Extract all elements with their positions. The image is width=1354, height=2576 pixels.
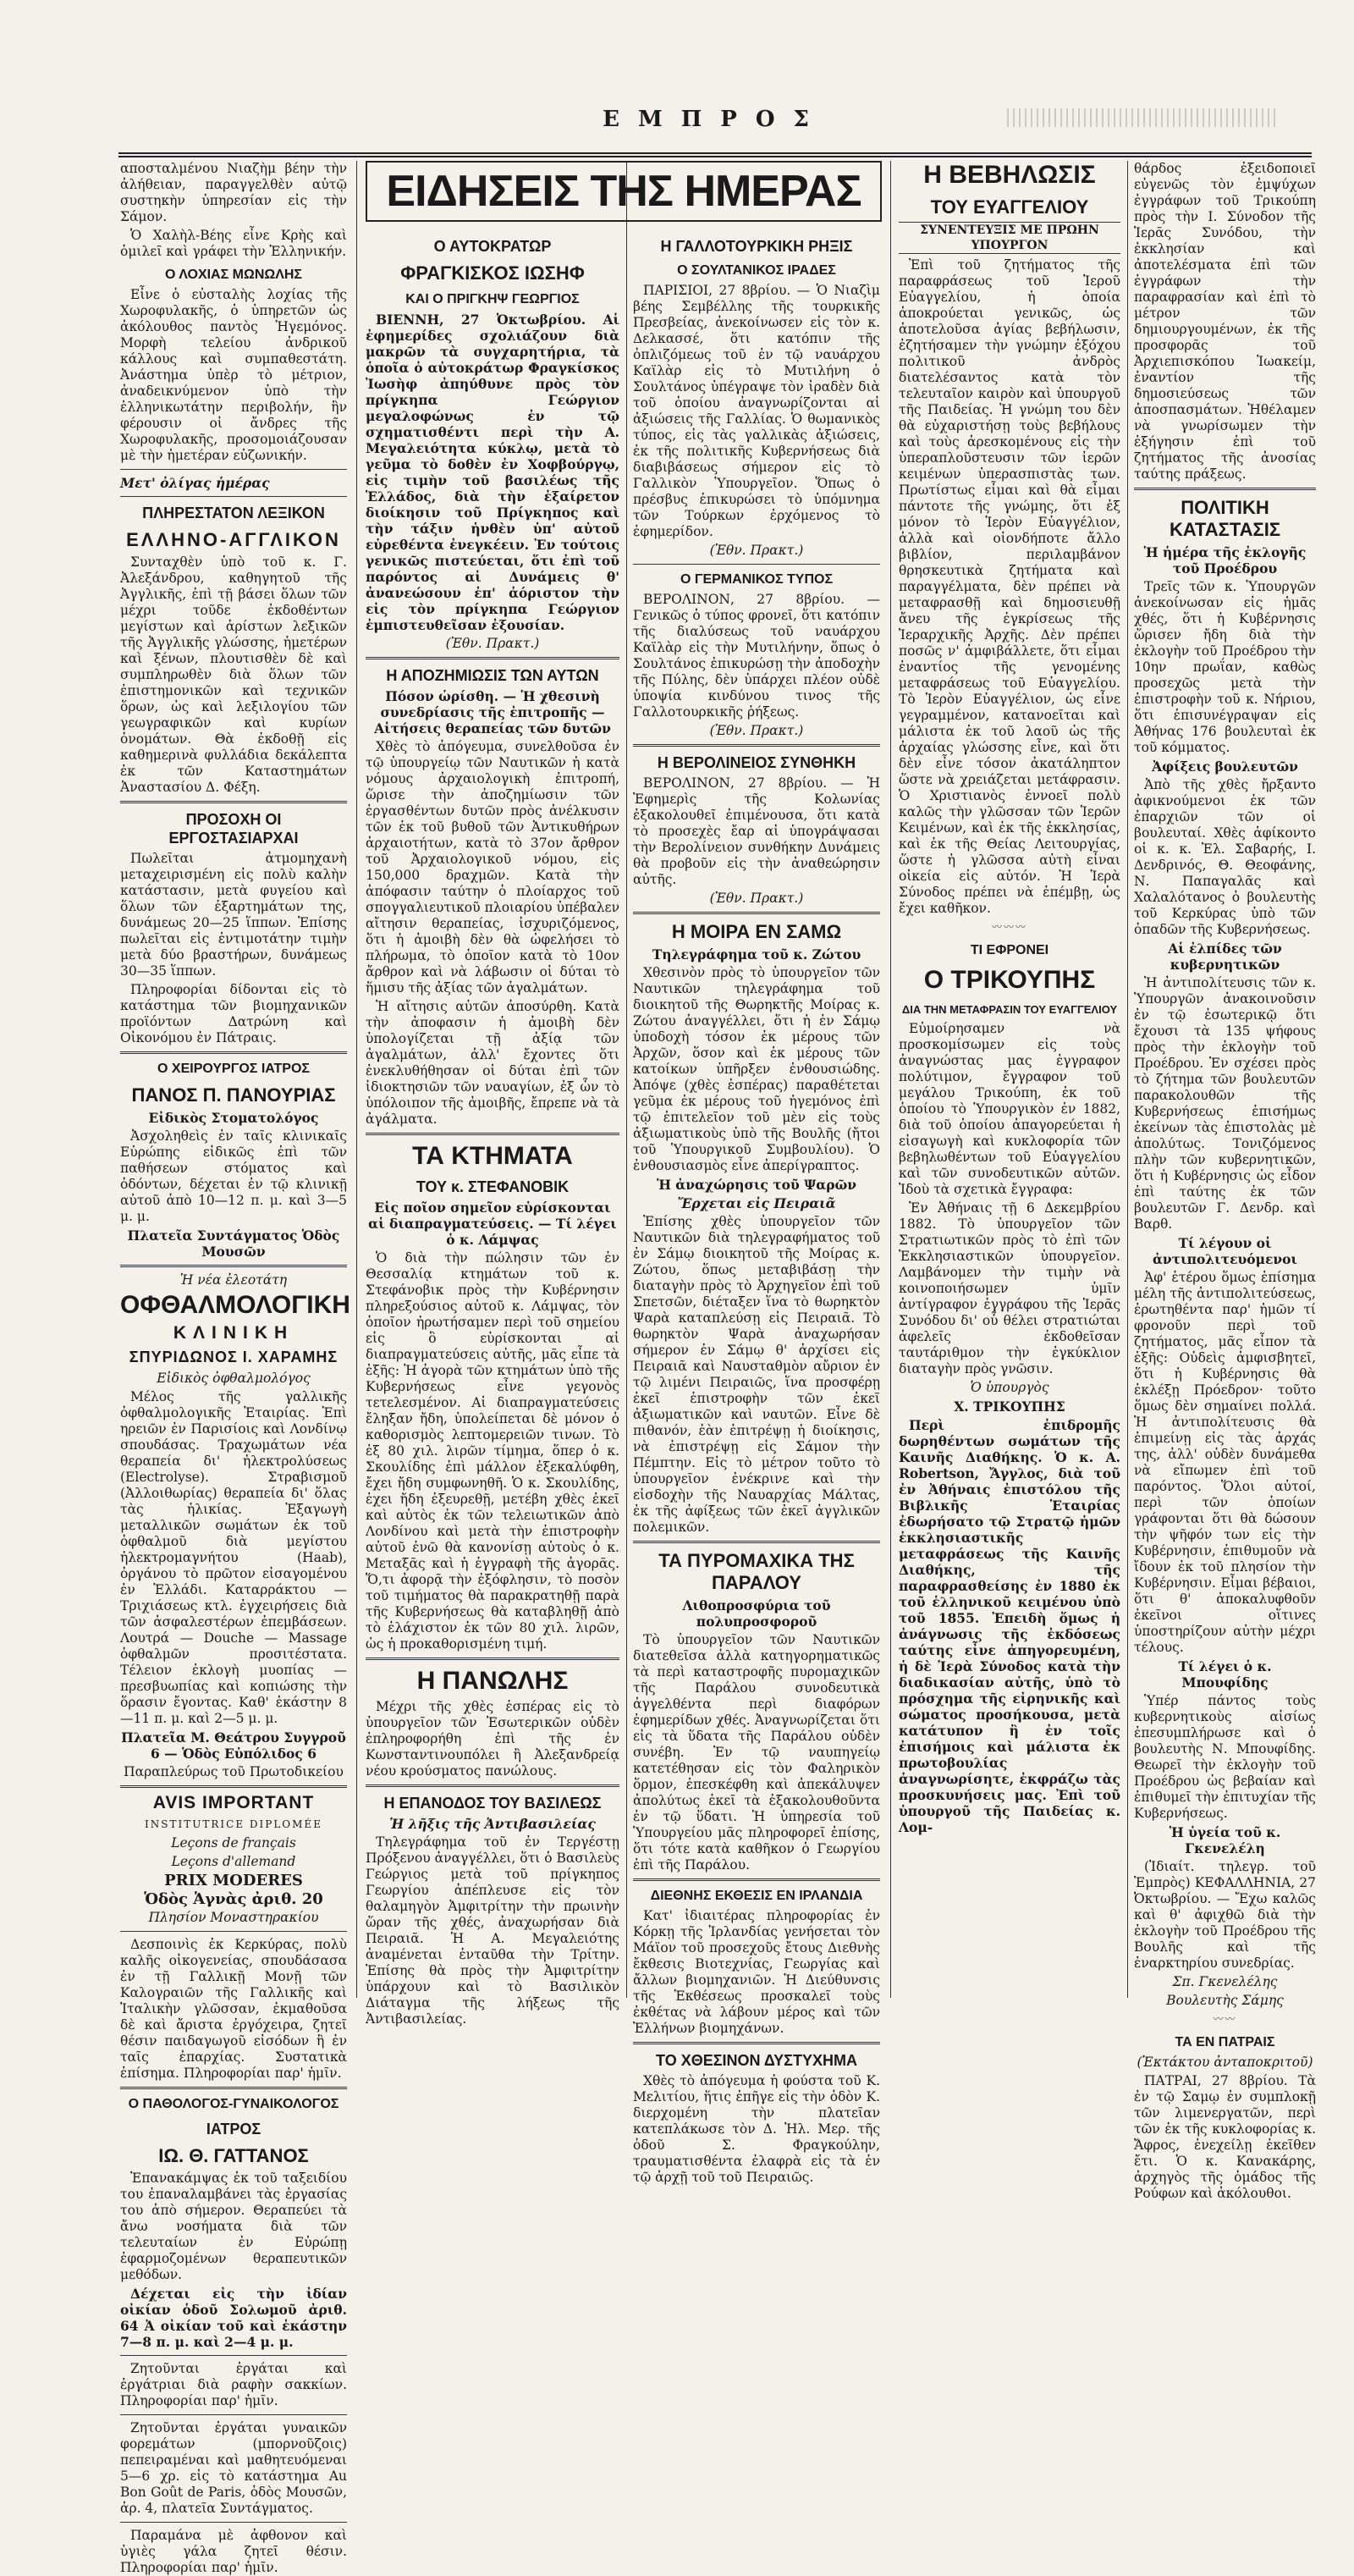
article-text: Ἡ αἴτησις αὐτῶν ἀποσύρθη. Κατὰ τὴν ἀποφασιν ἡ ἀμοιβὴ δὲν ὑπολογίζεται τῇ ἀξίᾳ τῶν ἀγαλμάτων, ἀλλ' ἔχοντες ὅτι ἐνεκλυθήθησαν οἱ δύται ἐπὶ τῶν ἰδιοκτησιῶν τῶν ναυαγίων, ἐξ ὧν τὸ ὑπόλοιπον τῆς ἀμοιβῆς, ἔπρεπε νὰ τὰ ἀγάλματα. <box>366 999 619 1127</box>
signature-name: Χ. ΤΡΙΚΟΥΠΗΣ <box>954 1398 1065 1415</box>
ad-address-note: Παραπλεύρως τοῦ Πρωτοδικείου <box>124 1764 344 1779</box>
subheadline: Πόσον ὡρίσθη. — Ἡ χθεσινὴ συνεδρίασις τῆς ἐπιτροπῆς — Αἰτήσεις θεραπείας τῶν δυτῶν <box>374 688 611 736</box>
divider <box>120 1265 347 1267</box>
divider <box>120 496 347 497</box>
ad-text: Συνταχθὲν ὑπὸ τοῦ κ. Γ. Ἀλεξάνδρου, καθηγητοῦ τῆς Ἀγγλικῆς, ἐπὶ τῇ βάσει ὅλων τῶν μέχρι τοῦδε ἐκδοθέντων μεγίστων καὶ ἀρίστων λεξικῶν τῆς Ἀγγλικῆς γλώσσης, ἡμετέρων καὶ ξένων, πλουτισθὲν δὲ καὶ συμπληρωθὲν διὰ ὅλων τῶν ἐπιστημονικῶν καὶ τεχνικῶν ὅρων, ὡς καὶ λεξιλογίου τῶν γεωγραφικῶν καὶ κυρίων ὀνομάτων. Θὰ ἐκδοθῇ εἰς καθημερινὰ φυλλάδια δεκάλεπτα ἐκ τῶν Καταστημάτων Ἀναστασίου Δ. Φέξη. <box>120 554 347 795</box>
article-text: ΠΑΤΡΑΙ, 27 8βρίου. Τὰ ἐν τῷ Σαμῳ ἐν συμπλοκῇ τῶν λιμενεργατῶν, περὶ τῶν ἐκ τῆς κυκλοφορίας κ. Ἄφρος, ἐνεχείλῃ ἐκεῖθεν ἔτι. Ὁ κ. Κανακάρης, ἀρχηγὸς τῆς ὁμάδος τῆς Ρούφων καὶ ἀκόλουθοι. <box>1134 2073 1316 2201</box>
headline: Η ΕΠΑΝΟΔΟΣ ΤΟΥ ΒΑΣΙΛΕΩΣ <box>383 1795 602 1812</box>
signature-name: Σπ. Γκενελέλης <box>1172 1974 1278 1989</box>
article-text: Ὑπέρ πάντος τοὺς κυβερνητικοὺς αἰσίως ἐπεσυμπλήρωσε καὶ ὁ βουλευτὴς Ν. Μπουφίδης. Θεωρεῖ τὴν ἐκλογὴν τοῦ Προέδρου ὡς βεβαίαν καὶ ἐπιθυμεῖ τὴν ἐπιτυχίαν τῆς Κυβερνήσεως. <box>1134 1693 1316 1821</box>
ad-address: Ὁδὸς Ἁγνὰς ἀριθ. 20 <box>144 1890 323 1908</box>
ad-hours: Δέχεται εἰς τὴν ἰδίαν οἰκίαν ὁδοῦ Σολωμοῦ ἀριθ. 64 Ἀ οἰκίαν τοῦ καὶ ἑκάστην 7—8 π. μ. καὶ 2—4 μ. μ. <box>120 2286 347 2350</box>
ad-role: ΙΑΤΡΟΣ <box>206 2121 261 2137</box>
divider <box>120 2355 347 2356</box>
masthead-title: ΕΜΠΡΟΣ <box>603 107 828 132</box>
divider <box>366 1658 619 1660</box>
ad-address: Πλατεῖα Μ. Θεάτρου Συγγροῦ 6 — Ὁδὸς Εὐπόλιδος 6 <box>121 1729 346 1762</box>
ad-subheadline: INSTITUTRICE DIPLOMÉE <box>145 1818 322 1830</box>
quoted-document: Περὶ ἐπιδρομῆς δωρηθέντων σωμάτων τῆς Καινῆς Διαθήκης. Ὁ κ. Α. Robertson, Ἄγγλος, διὰ τοῦ ἐν Ἀθήναις ἐπιστόλου τῆς Βιβλικῆς Ἑταιρίας ἐδωρήσατο τῷ Στρατῷ ἡμῶν ἐκκλησιαστικῆς μεταφράσεως τῆς Καινῆς Διαθήκης, τῆς παραφρασθείσης ἐν 1880 ἐκ τοῦ ἑλληνικοῦ κειμένου ὑπὸ τοῦ 1855. Ἐπειδὴ ὅμως ἡ ἀνάγνωσις τῆς ἐκδόσεως ταύτης εἶνε ἀπηγορευμένη, ἡ δὲ Ἱερὰ Σύνοδος κατὰ τὴν διαδικασίαν αὐτῆς, ὑπὸ τὸ πρόσχημα τῆς εἰρηνικῆς καὶ σώματος προσήκουσα, μετὰ κατάτυπον ἢ ἐν τοῖς ἐπισήμοις καὶ μάλιστα ἐκ πρωτοβουλίας ἀναγνωρίσητε, ἐκφράζω τὰς προσκυνήσεις μας. Ἐπὶ τοῦ ὑπουργοῦ τῆς Παιδείας κ. Λομ- <box>899 1417 1120 1835</box>
subheadline: ΚΑΙ Ο ΠΡΙΓΚΗΨ ΓΕΩΡΓΙΟΣ <box>405 292 580 306</box>
article-text: Χθεσινὸν πρὸς τὸ ὑπουργεῖον τῶν Ναυτικῶν τηλεγράφημα τοῦ διοικητοῦ τῆς Θωρηκτῆς Μοίρας κ. Ζώτου ἀναγγέλλει, ὅτι ἡ ἐν Σάμῳ ὑποδοχὴ τόσον ἐκ μέρους τῶν Ἀρχῶν, ὅσον καὶ ἐκ μέρους τῶν κατοίκων ὑπῆρξεν ἐνθουσιώδης. Ἀπόψε (χθὲς ἑσπέρας) παραθέτεται γεῦμα ἐκ μέρους τοῦ ἡγεμόνος ἐπὶ τῷ ἐπιτελεῖον τοῦ μὲν εἰς τοὺς ἀξιωματικοὺς ὑπὸ τῆς Βουλῆς (ἤτοι τοῦ Ὑπουργικοῦ Συμβουλίου). Ὁ ἐνθουσιασμὸς εἶνε ἀπερίγραπτος. <box>633 965 880 1173</box>
ad-specialty: Εἰδικὸς Στοματολόγος <box>148 1110 319 1126</box>
ad-text: Δεσποινὶς ἐκ Κερκύρας, πολὺ καλῆς οἰκογενείας, σπουδάσασα ἐν τῇ Γαλλικῇ Μονῇ τῶν Καλογραιῶν τῆς Γαλλικῆς καὶ Ἰταλικὴν γλῶσσαν, ἐκμαθοῦσα δὲ καὶ ἄριστα ἐργόχειρα, ζητεῖ θέσιν παιδαγωγοῦ εἰσόδων ἢ ἐν ταῖς ἐπαρχίας. Συστατικὰ ἐπίσημα. Πληροφορίαι παρ' ἡμῖν. <box>120 1937 347 2081</box>
divider <box>633 744 880 747</box>
signature-label: Βουλευτὴς Σάμης <box>1166 1993 1284 2008</box>
column-2 <box>366 230 619 2027</box>
article-text: Ἀφ' ἑτέρου ὅμως ἐπίσημα μέλη τῆς ἀντιπολιτεύσεως, ἐρωτηθέντα παρ' ἡμῶν τί φρονοῦν περὶ τοῦ ζητήματος, μᾶς εἶπον τὰ ἑξῆς: Οὐδεὶς ἀμφισβητεῖ, ὅτι ἡ Κυβέρνησις θὰ ἐκλέξῃ Πρόεδρον· τοῦτο ὅμως δὲν σημαίνει πολλά. Ἡ ἀντιπολίτευσις θὰ ἐπιμείνῃ εἰς τὰς ἀρχάς της, ἀλλ' οὐδὲν δυνάμεθα νὰ εἴπωμεν ἐπὶ τοῦ παρόντος. Ὅλοι αὐτοί, περὶ τῶν ὁποίων γράφονται ὅτι θὰ δώσουν τὴν ψῆφόν των εἰς τὴν Κυβέρνησιν, ἐπιθυμοῦν νὰ ἴδουν ἐκ τοῦ πλησίον τὴν Κυβέρνησιν. Εἶμαι βέβαιοι, ὅτι θ' ἀποκαλυφθοῦν ἐκεῖνοι οἵτινες ὑποστηρίζουν αὐτὴν μέχρι τέλους. <box>1134 1270 1316 1655</box>
ad-headline: Ο ΠΑΘΟΛΟΓΟΣ-ΓΥΝΑΙΚΟΛΟΓΟΣ <box>128 2097 339 2111</box>
divider <box>633 1878 880 1881</box>
column-rule <box>1127 161 1128 1998</box>
article-text: Χθὲς τὸ ἀπόγευμα ἡ φούστα τοῦ Κ. Μελιτίου, ἥτις ἐπῆγε εἰς τὴν ὁδὸν Κ. διερχομένη τὴν πλατεῖαν κατεπλάκωσε τὸν Δ. Ἠλ. Μερ. τῆς ὁδοῦ Σ. Φραγκούλην, τραυματισθέντα ἐλαφρὰ εἰς τὰ ἐν τῷ ἀρχῇ τοῦ τοῦ Πειραιῶς. <box>633 2073 880 2185</box>
subheadline: Ἔρχεται εἰς Πειραιᾶ <box>677 1195 836 1211</box>
notice-label: Μετ' ὀλίγας ἡμέρας <box>120 475 270 491</box>
subheadline: Ἡ ὑγεία τοῦ κ. Γκενελέλη <box>1169 1824 1281 1856</box>
headline: Η ΒΕΡΟΛΙΝΕΙΟΣ ΣΥΝΘΗΚΗ <box>657 754 856 771</box>
article-text: Ἐπὶ τοῦ ζητήματος τῆς παραφράσεως τοῦ Ἱεροῦ Εὐαγγελίου, ἡ ὁποία ἀποκρούεται γενικῶς, ὡς ἀποτελοῦσα ἁγίας βεβήλωσιν, ἐζητήσαμεν τὴν γνώμην ἐξόχου πολιτικοῦ ἀνδρὸς διατελέσαντος κατὰ τὸν τελευταῖον καιρὸν καὶ ὑπουργοῦ τῆς Παιδείας. Ἡ γνώμη του δὲν θὰ εὐχαριστήσῃ τοὺς βεβήλους καὶ τοὺς ἀρεσκομένους εἰς τὴν ὑπεραπλοῦστευσιν τῶν ἱερῶν κειμένων ὑπερασπιστὰς των. Πρωτίστως εἶμαι καὶ θὰ εἶμαι πάντοτε τῆς γνώμης, ὅτι ἐξ μόνον τὸ Ἱερὸν Εὐαγγέλιον, ἀλλὰ καὶ οἱονδήποτε ἄλλο βιβλίον, περιλαμβάνον θρησκευτικὰ ζητήματα καὶ παραγγέλματα, δὲν πρέπει νὰ μεταφρασθῇ καὶ δημοσιευθῇ ἄνευ τῆς ἐγκρίσεως τῆς Ἱεραρχικῆς Ἀρχῆς. Δὲν πρέπει ποσῶς ν' ἀμφιβάλλετε, ὅτι εἶμαι ἐναντίος τῆς γενομένης μεταφράσεως τοῦ Εὐαγγελίου. Τὸ Ἱερὸν Εὐαγγέλιον, ὡς εἶνε γεγραμμένον, κατανοεῖται καὶ μάλιστα ἐκ τοῦ λαοῦ ὡς τῆς ἀρχαίας γλώσσης εἶνε, καὶ ὅτι δὲν εἶνε τόσον ἀκατάληπτον ὥστε νὰ χρειάζεται μετάφρασιν. Ὁ Χριστιανὸς ἐννοεῖ πολὺ καλῶς τὴν γλῶσσαν τῶν Ἱερῶν Κειμένων, καὶ ἐκ τῆς ἐκκλησίας, καὶ ἐκ τῆς Θείας Λειτουργίας, ὥστε ἡ γλῶσσα αὐτὴ εἶναι οἰκεία εἰς αὐτόν. Ἡ Ἱερὰ Σύνοδος πρέπει νὰ ἐπέμβῃ, ὡς ἔχει καθῆκον. <box>899 257 1120 916</box>
ad-name: ΠΑΝΟΣ Π. ΠΑΝΟΥΡΙΑΣ <box>131 1084 336 1106</box>
column-3 <box>633 230 880 2185</box>
article-text: ΠΑΡΙΣΙΟΙ, 27 8βρίου. — Ὁ Νιαζὶμ βέης Σεμβέλλης τῆς τουρκικῆς Πρεσβείας, ἀνεκοίνωσεν εἰς τὸν κ. Δελκασσέ, ὅτι κατόπιν τῆς ὀπλιζόμεως τοῦ ἐν τῷ ναυάρχου Καϊλὰρ εἰς τὸ Μυτιλήνη ὁ Σουλτάνος ὑπέγραψε τὸν ἰραδὲν διὰ τοῦ ὁποίου ἀναγνωρίζονται αἱ ἀξιώσεις τῆς Γαλλίας. Ὁ θωμανικὸς τύπος, εἰς τὰς γαλλικὰς ἀξιώσεις, ἐκ τῆς πολιτικῆς Κυβερνήσεως διὰ διαβιβάσεως σήμερον εἰς τὸ Γαλλικὸν Ὑπουργεῖον. Ὅπως ὁ πρέσβυς ἐπικυρώσει τὸ ὑπόμνημα τῶν Τούρκων ἐρχόμενος τὸ ἐφημερίδον. <box>633 283 880 539</box>
divider <box>366 1784 619 1787</box>
ad-kicker: Ἡ νέα ἐλεοτάτη <box>179 1272 288 1288</box>
divider <box>120 801 347 803</box>
article-text: Κατ' ἰδιαιτέρας πληροφορίας ἐν Κόρκῃ τῆς Ἰρλανδίας γενήσεται τὸν Μάϊον τοῦ προσεχοῦς ἔτους Διεθνὴς ἔκθεσις Βιοτεχνίας, Γεωργίας καὶ ἄλλων βιομηχανιῶν. Ἡ Διεύθυνσις τῆς Ἐκθέσεως προσκαλεῖ τοὺς ἐκθέτας νὰ λάβουν μέρος καὶ τῶν Ἑλλήνων βιομηχάνων. <box>633 1908 880 2036</box>
ad-specialty: Εἰδικὸς ὀφθαλμολόγος <box>157 1371 311 1386</box>
divider <box>633 1541 880 1543</box>
section-ribbon: ΣΥΝΕΝΤΕΥΞΙΣ ΜΕ ΠΡΩΗΝ ΥΠΟΥΡΓΟΝ <box>899 222 1120 254</box>
headline: ΤΑ ΠΥΡΟΜΑΧΙΚΑ ΤΗΣ ΠΑΡΑΛΟΥ <box>658 1550 855 1593</box>
headline: Ο ΛΟΧΙΑΣ ΜΩΝΩΛΗΣ <box>164 268 303 282</box>
ad-headline: Ο ΧΕΙΡΟΥΡΓΟΣ ΙΑΤΡΟΣ <box>157 1062 310 1076</box>
subheadline: Ἡ λῆξις τῆς Ἀντιβασιλείας <box>389 1816 596 1832</box>
headline: Η ΒΕΒΗΛΩΣΙΣ <box>923 161 1096 189</box>
headline: ΔΙΕΘΝΗΣ ΕΚΘΕΣΙΣ ΕΝ ΙΡΛΑΝΔΙΑ <box>650 1889 863 1903</box>
classified-ad: Παραμάνα μὲ ἀφθονον καὶ ὑγιὲς γάλα ζητεῖ θέσιν. Πληροφορίαι παρ' ἡμῖν. <box>120 2528 347 2575</box>
divider <box>120 2522 347 2523</box>
ad-text: Μέλος τῆς γαλλικῆς ὀφθαλμολογικῆς Ἑταιρίας. Ἐπὶ ηρειῶν ἐν Παρισίοις καὶ Λονδίνῳ σπουδάσας. Τραχωμάτων νέα θεραπεία δι' ἠλεκτρολύσεως (Electrolyse). Στραβισμοῦ (Ἀλλοιθωρίας) θεραπεία δι' ὅλας τὰς ἡλικίας. Ἐξαγωγὴ μεταλλικῶν σωμάτων ἐκ τοῦ ὀφθαλμοῦ διὰ μεγίστου ἠλεκτρομαγνήτου (Haab), ὀργάνου τὸ πρῶτον εἰσαγομένου ἐν Ἑλλάδι. Καταρράκτου — Τριχιάσεως κτλ. ἐγχειρήσεις διὰ τῶν ἀσφαλεστέρων ἐπεμβάσεων. Λουτρά — Douche — Massage ὀφθαλμῶν προσιτέστατα. Τέλειον ἐκλογὴ μυοπίας — πρεσβυωπίας καὶ κοπιώσης τὴν ὅρασιν ἔγοντας. Καθ' ἑκάστην 8—11 π. μ. καὶ 2—5 μ. μ. <box>120 1389 347 1726</box>
headline: ΤΑ ΚΤΗΜΑΤΑ <box>412 1142 573 1170</box>
article-text: Ὁ διὰ τὴν πώλησιν τῶν ἐν Θεσσαλίᾳ κτημάτων τοῦ κ. Στεφάνοβικ πρὸς τὴν Κυβέρνησιν πληρεξούσιος αὐτοῦ κ. Λάμψας, τὸν ὁποῖον ἠρωτήσαμεν περὶ τοῦ σημείου εἰς ὃ εὑρίσκονται αἱ διαπραγματεύσεις αὐτῆς, μᾶς εἶπε τὰ ἑξῆς: Ἡ ἀγορὰ τῶν κτημάτων ὑπὸ τῆς Κυβερνήσεως εἶνε γεγονὸς τετελεσμένον. Αἱ διαπραγματεύσεις ἔληξαν ἤδη, ὑπολείπεται δὲ μόνον ὁ καθορισμὸς λεπτομερειῶν τινων. Τὸ ἐξ 80 χιλ. λιρῶν τίμημα, ὅπερ ὁ κ. Σκουλίδης ἐπὶ μάλλον ἐξεκαλύφθη, ἔχει ἤδη συμφωνηθῆ. Ὁ κ. Σκουλίδης, ἐχει ἤδη ἐξευρεθῇ, μετέβη χθὲς ἐκεῖ καὶ αὐτὸς ἐκ τῶν τελειωτικῶν ἀπὸ Λονδίνου καὶ μετὰ τὴν ἐπιστροφὴν αὐτοῦ ἐνῶ θὰ κανονίσῃ αὐτοὺς ὁ κ. Μεταξᾶς καὶ ἡ ἐγγραφὴ τῆς ἀγορᾶς. Ὅ,τι ἀφορᾷ τὴν ἐξόφλησιν, τὸ ποσὸν τοῦ τιμήματος θὰ παρακρατηθῇ παρὰ τῆς Κυβερνήσεως θὰ καταβληθῇ ἀπὸ τὸ ἐλάχιστον ἐκ τῶν 80 χιλ. λιρῶν, ὡς ἡ προκαθορισμένη τιμή. <box>366 1250 619 1652</box>
ad-name: ΙΩ. Θ. ΓΑΤΤΑΝΟΣ <box>158 2145 309 2166</box>
column-1 <box>120 161 350 2575</box>
headline: ΤΑ ΕΝ ΠΑΤΡΑΙΣ <box>1175 2035 1275 2049</box>
headline: Ο ΤΡΙΚΟΥΠΗΣ <box>923 966 1096 994</box>
article-text: θάρδος ἐξειδοποιεῖ εὐγενῶς τὸν ἐμψύχων ἐγγράφων τοῦ Τρικούπη πρὸς τὴν Ι. Σύνοδον τῆς Ἱερᾶς Συνόδου, τὴν ἐκκλησίαν καὶ ἀποτελέσματα ἐπὶ τῶν ἐγγράφων τὴν παραφρασίαν καὶ ἐπὶ τὸ μέτρον τῶν δημιουργουμένων, ἐκ τῆς προσφορᾶς τοῦ Ἀρχιεπισκόπου Ἰωακείμ, ἐναντίον τῆς δημοσιεύσεως τῶν ἀποσπασμάτων. Ἠθέλαμεν νὰ γνωρίσωμεν τὴν ἐξήγησιν ἐπὶ τοῦ ζητήματος τῆς ἀνοσίας ταύτης πράξεως. <box>1134 161 1316 482</box>
divider <box>633 564 880 565</box>
classified-ad: Ζητοῦνται ἐργάται γυναικῶν φορεμάτων (μπορνοῦζοις) πεπειραμέναι καὶ μαθητευόμεναι 5—6 χρ. εἰς τὸ κατάστημα Au Bon Goût de Paris, ὁδὸς Μουσῶν, ἀρ. 4, πλατεῖα Συντάγματος. <box>120 2420 347 2516</box>
subheadline: Λιθοπροσφύρια τοῦ πολυπροσφοροῦ <box>682 1597 831 1630</box>
column-rule <box>356 161 357 1998</box>
article-text: ΒΕΡΟΛΙΝΟΝ, 27 8βρίου. — Ἡ Ἐφημερὶς τῆς Κολωνίας ἐξακολουθεῖ ἐπιμένουσα, ὅτι κατὰ τὸ προσεχὲς ἔαρ αἱ ὑπογράψασαι τὴν Βερολίνειον συνθήκην Δυνάμεις θὰ προβοῦν εἰς τὴν ἀναθεώρησιν αὐτῆς. <box>633 775 880 887</box>
headline: Ο ΓΕΡΜΑΝΙΚΟΣ ΤΥΠΟΣ <box>680 572 834 587</box>
ad-subheadline: ΚΛΙΝΙΚΗ <box>173 1323 294 1343</box>
divider <box>633 912 880 914</box>
article-text: ΒΙΕΝΝΗ, 27 Ὀκτωβρίου. Αἱ ἐφημερίδες σχολιάζουν διὰ μακρῶν τὰ συγχαρητήρια, τὰ ὁποῖα ὁ αὐτοκράτωρ Φραγκίσκος Ἰωσὴφ ἀπηύθυνε πρὸς τὸν πρίγκηπα Γεώργιον μεγαλοφώνως ἐν τῷ σχηματισθέντι περὶ τὴν Α. Μεγαλειότητα κύκλῳ, μετὰ τὸ γεῦμα τὸ δοθὲν ἐν Χοφβούργῳ, εἰς τιμὴν τοῦ βασιλέως τῆς Ἑλλάδος, διὰ τὴν ἐξαίρετον διοίκησιν τοῦ Πρίγκηπος καὶ τὴν τάξιν ἡνθὲν ὑπ' αὐτοῦ εὑρεθέντα ἐνεγκέειν. Ἐν τούτοις γενικῶς πιστεύεται, ὅτι ἐπὶ τοῦ παρόντος αἱ Δυνάμεις θ' ἀνανεώσουν ἐπ' ἀόριστον τὴν εἰς τὸν πρίγκηπα Γεώργιον ἐμπιστευθεῖσαν ἐξουσίαν. <box>366 312 619 633</box>
divider <box>120 2087 347 2089</box>
ad-headline: ΟΦΘΑΛΜΟΛΟΓΙΚΗ <box>120 1291 350 1319</box>
kicker: ΤΙ ΕΦΡΟΝΕΙ <box>970 943 1049 957</box>
article-text: Εἶνε ὁ εὐσταλὴς λοχίας τῆς Χωροφυλακῆς, ὁ ὑπηρετῶν ὡς ἀκόλουθος παντὸς Ἡγεμόνος. Μορφὴ τελείου ἀνδρικοῦ κάλλους καὶ συμπαθεστάτη. Ἀνάστημα ὑπὲρ τὸ μέτριον, ἀναδεικνύμενον ὑπὸ τὴν ἑλληνικωτάτην περιβολήν, ἣν φέρουσιν οἱ ἄνδρες τῆς Χωροφυλακῆς, προσομοιάζουσαν μὲ τὴν ἡμετέραν εὐζωνικήν. <box>120 287 347 463</box>
subheadline: Ἡ ἡμέρα τῆς ἐκλογῆς τοῦ Προέδρου <box>1143 544 1307 576</box>
subheadline: ΔΙΑ ΤΗΝ ΜΕΤΑΦΡΑΣΙΝ ΤΟΥ ΕΥΑΓΓΕΛΙΟΥ <box>901 1003 1118 1016</box>
headline-sub: ΤΟΥ ΕΥΑΓΓΕΛΙΟΥ <box>930 196 1089 218</box>
ad-headline: AVIS IMPORTANT <box>152 1793 315 1812</box>
ornament-divider: 〰〰〰 <box>991 921 1027 933</box>
article-source: (Ἐθν. Πρακτ.) <box>709 723 804 738</box>
article-text: Ἐπίσης χθὲς ὑπουργεῖον τῶν Ναυτικῶν διὰ τηλεγραφήματος τοῦ ἐν Σάμῳ διοικητοῦ τῆς Μοίρας κ. Ζώτου, ὅπως μεταβιβάσῃ τὴν διαταγὴν πρὸς τὸ Ἀρχηγεῖον ἐπὶ τοῦ Σπετσῶν, διέταξεν ἵνα τὸ θωρηκτὸν Ψαρὰ καταπλεύσῃ εἰς Πειραιᾶ. Τὸ θωρηκτὸν Ψαρὰ ἀναχωρήσαν σήμερον ἐν Σάμῳ θ' ἀρχίσει εἰς Πειραιᾶ καὶ Ναυσταθμὸν αὔριον ἐν τῷ λιμένι Πειραιῶς, ἵνα προσφέρῃ ἐκεῖ ἐπιστροφὴν τῶν ἐκεῖ ἀξιωματικῶν καὶ ναυτῶν. Εἶνε δὲ πιθανόν, ἐὰν ἐπιτρέψῃ ἡ διοίκησις, νὰ ἐπιστρέψῃ εἰς Σάμον τὴν Πέμπτην. Εἰς τὸ μέτρον τοῦτο τὸ ὑπουργεῖον ἐνέκρινε καὶ τὴν εἰσδοχὴν τῆς Ναυαρχίας Μάλτας, ἐκ τῆς ἀφίξεως τῶν ἐκεῖ ἀγγλικῶν πολεμικῶν. <box>633 1214 880 1535</box>
article-text: Ἡ ἀντιπολίτευσις τῶν κ. Ὑπουργῶν ἀνακοινοῦσιν ἐν τῷ ἐσωτερικῷ ὅτι ἔχουσι τὰ 135 ψήφους πρὸς τὴν ἐκλογὴν τοῦ Προέδρου. Ἐν σχέσει πρὸς τὸ ζήτημα τῶν βουλευτῶν παρακολουθῶν τῆς Κυβερνήσεως ἐπισήμως ἐκείνων τὰς ἐπιστολὰς μὲ ἀπολύτως. Τονιζόμενος πλὴν τῶν κυβερνητικῶν, ὅτι ἡ Κυβέρνησις ὡς εἶδον ἐπὶ ταύτης ἐκ τῶν βουλευτῶν Γ. Δενδρ. καὶ Βαρθ. <box>1134 975 1316 1232</box>
ornament-divider: 〰〰 <box>1213 2013 1237 2025</box>
divider <box>120 1051 347 1054</box>
article-text: (Ἰδιαίτ. τηλεγρ. τοῦ Ἐμπρὸς) ΚΕΦΑΛΛΗΝΙΑ, 27 Ὀκτωβρίου. — Ἔχω καλῶς καὶ θ' ἀφιχθῶ διὰ τὴν ἐκλογὴν τοῦ Προέδρου τῆς Βουλῆς καὶ τῆς ἐναρκτηρίου συνεδρίας. <box>1134 1859 1316 1971</box>
article-text: αποσταλμένου Νιαζὴμ βέην τὴν ἀλήθειαν, παραγγελθὲν αὐτῷ συστηκὴν ὑπηρεσίαν εἰς τὴν Σάμον. <box>120 161 347 224</box>
divider <box>120 469 347 470</box>
divider <box>366 657 619 659</box>
headline: Η ΑΠΟΖΗΜΙΩΣΙΣ ΤΩΝ ΑΥΤΩΝ <box>386 667 599 684</box>
ad-address-note: Πλησίον Μοναστηρακίου <box>148 1910 319 1925</box>
signature-label: Ὁ ὑπουργὸς <box>970 1380 1049 1395</box>
print-smudge <box>1007 108 1278 127</box>
column-rule <box>890 161 891 1998</box>
ad-text: Ἀσχοληθεὶς ἐν ταῖς κλινικαῖς Εὐρώπης εἰδικῶς ἐπὶ τῶν παθήσεων στόματος καὶ ὀδόντων, δέχεται ἐν τῷ κλινικῇ αὐτοῦ ἀπὸ 10—12 π. μ. καὶ 3—5 μ. μ. <box>120 1128 347 1224</box>
ad-subheadline: ΕΛΛΗΝΟ-ΑΓΓΛΙΚΟΝ <box>126 529 341 550</box>
quoted-document: Ἐν Ἀθήναις τῇ 6 Δεκεμβρίου 1882. Τὸ ὑπουργεῖον τῶν Στρατιωτικῶν πρὸς τὸ ἐπὶ τῶν Ἐκκλησιαστικῶν ὑπουργεῖον. Λαμβάνομεν τὴν τιμὴν νὰ κοινοποιήσωμεν ὑμῖν ἀντίγραφον ἐγγράφου τῆς Ἱερᾶς Συνόδου δι' οὗ θέλει στρατιώται ἀφελεῖς ἐκδοθεῖσαν ταυτάριθμον τὴν ἐγκύκλιον διαταγὴν πρὸς γνῶσιν. <box>899 1200 1120 1376</box>
ad-headline: ΠΛΗΡΕΣΤΑΤΟΝ ΛΕΞΙΚΟΝ <box>142 505 325 521</box>
headline: Η ΓΑΛΛΟΤΟΥΡΚΙΚΗ ΡΗΞΙΣ <box>660 238 853 255</box>
ad-headline: ΠΡΟΣΟΧΗ ΟΙ ΕΡΓΟΣΤΑΣΙΑΡΧΑΙ <box>168 811 299 847</box>
ad-line: PRIX MODERES <box>164 1872 303 1889</box>
divider <box>1134 488 1316 490</box>
headline: Ο ΑΥΤΟΚΡΑΤΩΡ <box>433 238 552 255</box>
column-5 <box>1134 161 1316 2201</box>
divider <box>120 1931 347 1932</box>
article-text: Τρεῖς τῶν κ. Ὑπουργῶν ἀνεκοίνωσαν εἰς ἡμᾶς χθές, ὅτι ἡ Κυβέρνησις ὥρισεν ἤδη διὰ τὴν ἐκλογὴν τοῦ Προέδρου τὴν 10ην πρωΐαν, καθὼς προσεχῶς μετὰ τὴν ἐπιστροφὴν τοῦ κ. Νήριου, ὅτι ἐπισυνέγραψαν εἰς Ἀθήνας 176 βουλευταὶ ἐκ τοῦ κόμματος. <box>1134 579 1316 755</box>
divider <box>633 2042 880 2044</box>
ad-text: Πωλεῖται ἀτμομηχανὴ μεταχειρισμένη εἰς πολὺ καλὴν κατάστασιν, μετὰ φυγείου καὶ ὅλων τῶν ἐξαρτημάτων της, δυνάμεως 20—25 ἵππων. Ἐπίσης πωλεῖται εἰς ἐντιμοτάτην τιμὴν μετὰ δύο βραστήρων, δυνάμεως 30—35 ἵππων. <box>120 851 347 979</box>
subheadline: Ο ΣΟΥΛΤΑΝΙΚΟΣ ΙΡΑΔΕΣ <box>677 263 836 278</box>
ad-text: Ἐπανακάμψας ἐκ τοῦ ταξειδίου του ἐπαναλαμβάνει τὰς ἐργασίας του ἀπὸ σήμερον. Θεραπεύει τὰ ἄνω νοσήματα διὰ τῶν τελευταίων ἐν Εὐρώπῃ ἐφαρμοζομένων θεραπευτικῶν μεθόδων. <box>120 2171 347 2282</box>
divider <box>366 1133 619 1135</box>
article-text: Τὸ ὑπουργεῖον τῶν Ναυτικῶν διατεθεῖσα ἀλλὰ κατηγορηματικῶς τὰ περὶ καταστροφῆς πυρομαχικῶν τῆς Παράλου συνοδευτικὰ ἀγγελθέντα περὶ διαφόρων ἐφημερίδων χθές. Ἀναγνωρίζεται ὅτι εἰς τὰ ὕδατα τῆς Παράλου οὐδὲν συνέβη. Ἐν τῷ ναυπηγείῳ κατετέθησαν εἰς τὸν Φαληρικὸν ὅρμον, ἐπεσκέφθη καὶ ἀπεκάλυψεν ἀπολύτως ἐκεῖ τὰ ἐξακολουθοῦντα ἐν τῷ ὕδατι. Ἡ ὑπηρεσία τοῦ Ὑπουργείου μᾶς πληροφορεῖ ἐπίσης, ὅτι τότε κατὰ καθῆκον ὁ Γεωργίου ἐπὶ τῆς Παράλου. <box>633 1632 880 1873</box>
article-source: (Ἐθν. Πρακτ.) <box>709 891 804 906</box>
article-text: ΒΕΡΟΛΙΝΟΝ, 27 8βρίου. — Γενικῶς ὁ τύπος φρονεῖ, ὅτι κατόπιν τῆς διαλύσεως τοῦ ναυάρχου Καϊλὰρ εἰς τὴν Μυτιλήνην, ὅπως ὁ Σουλτάνος ἐπικυρώσῃ τὴν ἀποδοχὴν τῆς Πύλης, δὲν ὑπάρχει πλέον οὐδὲ ὑποψία κινδύνου τινος τῆς Γαλλοτουρκικῆς ῥήξεως. <box>633 592 880 720</box>
article-text: Χθὲς τὸ ἀπόγευμα, συνελθοῦσα ἐν τῷ ὑπουργείῳ τῶν Ναυτικῶν ἡ κατὰ νόμους ἀρχαιολογικὴ ἐπιτροπή, ὥρισε τὴν ἀποζημίωσιν τῶν ἐργασθέντων δυτῶν πρὸς ἀνέλκυσιν τῶν ἐκ τοῦ βυθοῦ τῶν Ἀντικυθήρων ἀρχαιοτήτων, κατὰ τὸ 37ον ἄρθρον τοῦ Ἀρχαιολογικοῦ νόμου, εἰς 150,000 δραχμῶν. Κατὰ τὴν ἀπόφασιν ταύτην ὁ πλοίαρχος τοῦ σπογγαλιευτικοῦ πλοιαρίου ὑπέβαλεν αἴτησιν θεραπείας, ἰσχυριζόμενος, ὅτι ἡ ἀμοιβὴ δὲν θὰ ὠφελήσει τὸ πλήρωμα, τὸ ὁποῖον κατὰ τὸ 10ον ἄρθρον καὶ νὰ λάβωσιν οἱ δύται τὸ ἥμισυ τῆς ἀξίας τῶν ἀγαλμάτων. <box>366 739 619 996</box>
article-source: (Ἐθν. Πρακτ.) <box>709 543 804 558</box>
subheadline: (Ἐκτάκτου ἀνταποκριτοῦ) <box>1137 2055 1313 2070</box>
subheadline: Αἱ ἐλπίδες τῶν κυβερνητικῶν <box>1168 940 1282 973</box>
article-text: Ἀπὸ τῆς χθὲς ἤρξαντο ἀφικνούμενοι ἐκ τῶν ἐπαρχιῶν τῶν οἱ βουλευταί. Χθὲς ἀφίκοντο οἱ κ. κ. Ἐλ. Σαβαρής, Ι. Δενδρινός, Θ. Θεοφάνης, Ν. Παπαγαλᾶς καὶ Χαλαλότανος ὁ βουλευτὴς τοῦ Κερκύρας ὑπὸ τῶν ὀπαδῶν τῆς Κυβερνήσεως. <box>1134 777 1316 937</box>
divider <box>120 1785 347 1788</box>
ad-address: Πλατεῖα Συντάγματος Ὁδὸς Μουσῶν <box>127 1227 340 1260</box>
subheadline: Τηλεγράφημα τοῦ κ. Ζώτου <box>652 946 861 963</box>
headline: Η ΠΑΝΩΛΗΣ <box>416 1667 569 1695</box>
column-4 <box>899 161 1120 1998</box>
ad-text: Πληροφορίαι δίδονται εἰς τὸ κατάστημα τῶν βιομηχανικῶν προϊόντων Δατρώνη καὶ Οἰκονόμου ἐν Πάτραις. <box>120 982 347 1045</box>
headline: ΤΟ ΧΘΕΣΙΝΟΝ ΔΥΣΤΥΧΗΜΑ <box>656 2052 857 2069</box>
ad-line: Leçons d'allemand <box>171 1854 296 1869</box>
ad-name: ΣΠΥΡΙΔΩΝΟΣ Ι. ΧΑΡΑΜΗΣ <box>129 1349 338 1365</box>
subheadline: Τί λέγει ὁ κ. Μπουφίδης <box>1178 1658 1272 1691</box>
headline: Η ΜΟΙΡΑ ΕΝ ΣΑΜΩ <box>671 921 842 942</box>
classified-ad: Ζητοῦνται ἐργάται καὶ ἐργάτριαι διὰ ραφὴν σακκίων. Πληροφορίαι παρ' ἡμῖν. <box>120 2361 347 2408</box>
article-text: Μέχρι τῆς χθὲς ἑσπέρας εἰς τὸ ὑπουργεῖον τῶν Ἐσωτερικῶν οὐδὲν ἐπληροφορήθη ἐπὶ τῆς ἐν Κωνσταντινουπόλει ἢ Ἀλεξανδρείᾳ νέου κρούσματος πανώλους. <box>366 1699 619 1779</box>
section-banner: ΕΙΔΗΣΕΙΣ ΤΗΣ ΗΜΕΡΑΣ <box>366 161 882 222</box>
subheadline: Εἰς ποῖον σημεῖον εὑρίσκονται αἱ διαπραγματεύσεις. — Τί λέγει ὁ κ. Λάμψας <box>368 1200 617 1248</box>
article-text: Ὁ Χαλὴλ-Βέης εἶνε Κρὴς καὶ ὁμιλεῖ καὶ γράφει τὴν Ἑλληνικήν. <box>120 228 347 259</box>
masthead <box>118 102 1312 157</box>
divider <box>120 2414 347 2415</box>
article-source: (Ἐθν. Πρακτ.) <box>445 636 540 651</box>
headline-name: ΤΟΥ κ. ΣΤΕΦΑΝΟΒΙΚ <box>416 1178 570 1195</box>
article-text: Εὐμοίρησαμεν νὰ προσκομίσωμεν εἰς τοὺς ἀναγνώστας μας ἐγγραφον πολύτιμον, ἔγγραφον τοῦ μεγάλου Τρικούπη, ἐκ τοῦ ὁποίου τὸ Ὑπουργικὸν ἐν 1882, διὰ τοῦ ὁποίου ἀπαγορεύεται ἡ εἰσαγωγὴ καὶ κυκλοφορία τῶν βεβηλωθέντων τοῦ Εὐαγγελίου καὶ τῶν συνοδευτικῶν αὐτῶν. Ἰδοὺ τὰ σχετικὰ ἔγγραφα: <box>899 1021 1120 1197</box>
subheadline: Ἀφίξεις βουλευτῶν <box>1152 758 1298 775</box>
subheadline: Τί λέγουν οἱ ἀντιπολιτευόμενοι <box>1153 1235 1297 1267</box>
ad-line: Leçons de français <box>171 1835 296 1851</box>
headline: ΠΟΛΙΤΙΚΗ ΚΑΤΑΣΤΑΣΙΣ <box>1169 497 1281 540</box>
headline-name: ΦΡΑΓΚΙΣΚΟΣ ΙΩΣΗΦ <box>400 262 585 284</box>
subheadline: Ἡ ἀναχώρησις τοῦ Ψαρῶν <box>656 1177 857 1193</box>
article-text: Τηλεγράφημα τοῦ ἐν Τεργέστῃ Πρόξενου ἀναγγέλλει, ὅτι ὁ Βασιλεὺς Γεώργιος μετὰ τοῦ πρίγκηπος Γεωργίου ἀπέπλευσε εἰς τὸν θαλαμηγὸν Ἀμφιτρίτην τὴν πρωινὴν ὥραν τῆς χθές, ἀναχωρήσαν διὰ Πειραιᾶ. Ἡ Α. Μεγαλειότης ἀναμένεται ἐνταῦθα τὴν Τρίτην. Ἐπίσης θὰ πρὸς τὴν Ἀμφιτρίτην ὑπάρχουν καὶ τὸ Βασιλικὸν Διάταγμα τῆς λήξεως τῆς Ἀντιβασιλείας. <box>366 1834 619 2027</box>
